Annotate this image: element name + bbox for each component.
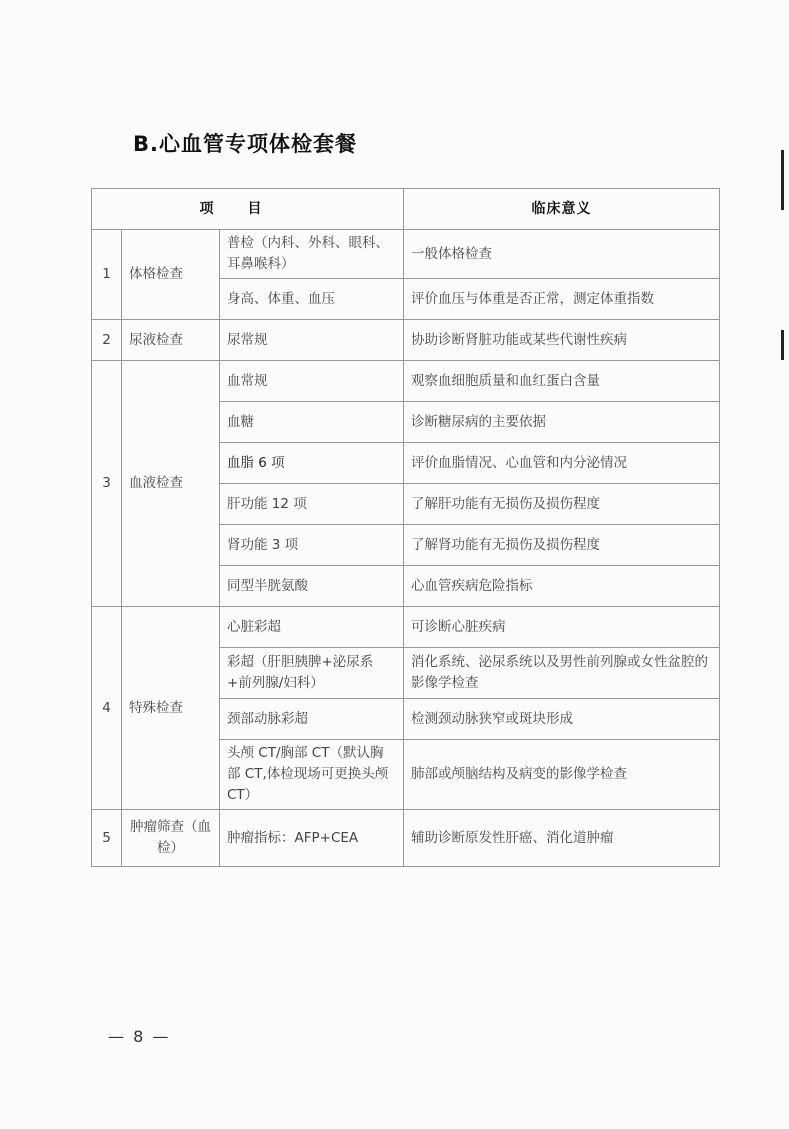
row-item: 尿常规 [220,320,404,361]
row-significance: 消化系统、泌尿系统以及男性前列腺或女性盆腔的影像学检查 [404,648,720,699]
row-category: 特殊检查 [122,607,220,810]
row-item: 血脂 6 项 [220,443,404,484]
table-header-row [92,189,720,230]
row-significance: 了解肝功能有无损伤及损伤程度 [404,484,720,525]
row-significance: 评价血压与体重是否正常，测定体重指数 [404,279,720,320]
row-significance: 诊断糖尿病的主要依据 [404,402,720,443]
row-number: 2 [92,320,122,361]
scan-edge-mark [781,330,784,360]
row-number: 4 [92,607,122,810]
row-number: 1 [92,230,122,320]
row-item: 血常规 [220,361,404,402]
row-significance: 协助诊断肾脏功能或某些代谢性疾病 [404,320,720,361]
row-item: 普检（内科、外科、眼科、耳鼻喉科） [220,230,404,279]
table-row [92,607,720,648]
row-item: 同型半胱氨酸 [220,566,404,607]
page-number: — 8 — [108,1027,171,1046]
row-item: 颈部动脉彩超 [220,699,404,740]
row-significance: 检测颈动脉狭窄或斑块形成 [404,699,720,740]
row-item: 血糖 [220,402,404,443]
row-significance: 肺部或颅脑结构及病变的影像学检查 [404,740,720,810]
table-row [92,361,720,402]
header-significance: 临床意义 [404,189,720,230]
scan-edge-mark [781,150,784,210]
row-significance: 心血管疾病危险指标 [404,566,720,607]
row-category: 尿液检查 [122,320,220,361]
table-row [92,810,720,867]
row-item: 身高、体重、血压 [220,279,404,320]
row-significance: 评价血脂情况、心血管和内分泌情况 [404,443,720,484]
row-item: 肝功能 12 项 [220,484,404,525]
row-number: 5 [92,810,122,867]
table-row [92,320,720,361]
row-significance: 辅助诊断原发性肝癌、消化道肿瘤 [404,810,720,867]
row-significance: 可诊断心脏疾病 [404,607,720,648]
row-item: 肾功能 3 项 [220,525,404,566]
row-significance: 了解肾功能有无损伤及损伤程度 [404,525,720,566]
header-item: 项目 [92,189,404,230]
row-category: 体格检查 [122,230,220,320]
row-category: 血液检查 [122,361,220,607]
row-significance: 观察血细胞质量和血红蛋白含量 [404,361,720,402]
row-item: 肿瘤指标：AFP+CEA [220,810,404,867]
row-item: 彩超（肝胆胰脾+泌尿系+前列腺/妇科） [220,648,404,699]
row-item: 心脏彩超 [220,607,404,648]
row-significance: 一般体格检查 [404,230,720,279]
table-row [92,230,720,279]
exam-package-table [91,188,720,867]
row-number: 3 [92,361,122,607]
row-item: 头颅 CT/胸部 CT（默认胸部 CT,体检现场可更换头颅 CT） [220,740,404,810]
row-category: 肿瘤筛查（血检） [122,810,220,867]
page-title: B.心血管专项体检套餐 [133,132,357,156]
